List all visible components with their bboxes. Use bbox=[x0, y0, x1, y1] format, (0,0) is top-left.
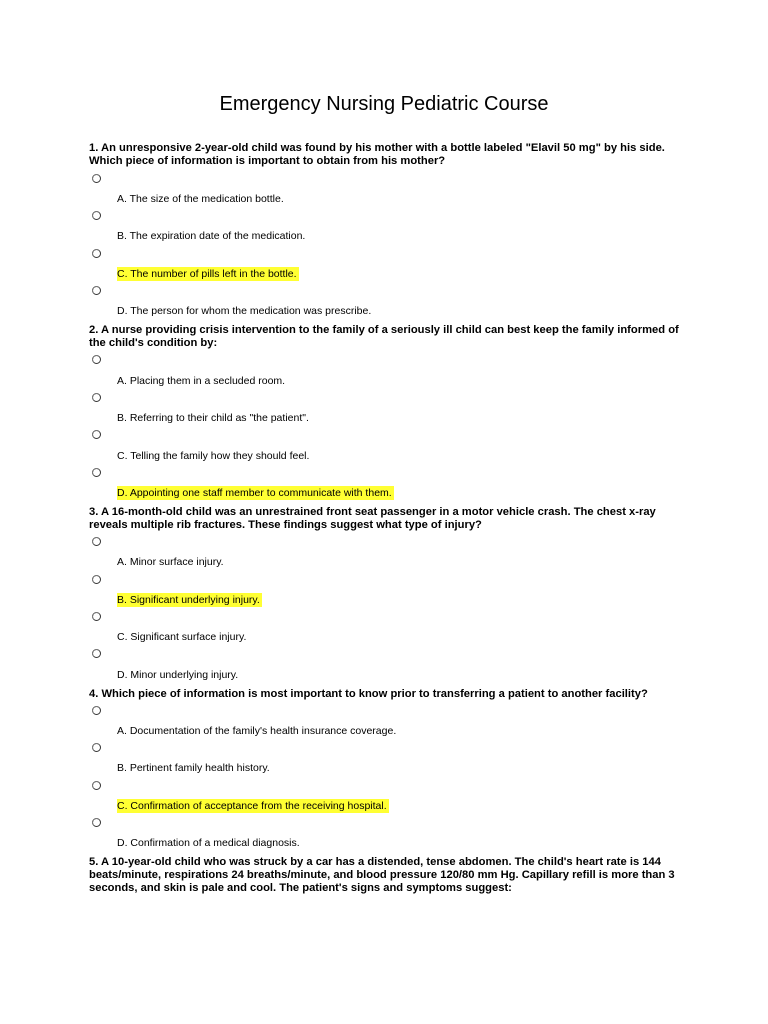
q2-option-c: C. Telling the family how they should feel. bbox=[117, 450, 310, 462]
q1-option-d: D. The person for whom the medication was prescribe. bbox=[117, 305, 372, 317]
q2-option-d-radio[interactable] bbox=[92, 468, 101, 477]
q4-option-a: A. Documentation of the family's health insurance coverage. bbox=[117, 725, 397, 737]
q1-option-c-radio[interactable] bbox=[92, 249, 101, 258]
q3-option-b-highlighted: B. Significant underlying injury. bbox=[117, 594, 260, 606]
q2-option-b-radio[interactable] bbox=[92, 393, 101, 402]
q2-option-a-radio[interactable] bbox=[92, 355, 101, 364]
q1-option-c-highlighted: C. The number of pills left in the bottle. bbox=[117, 268, 297, 280]
q4-option-a-radio[interactable] bbox=[92, 706, 101, 715]
q1-option-a-radio[interactable] bbox=[92, 174, 101, 183]
q3-option-a: A. Minor surface injury. bbox=[117, 556, 224, 568]
q4-option-c-radio[interactable] bbox=[92, 781, 101, 790]
q2-option-a: A. Placing them in a secluded room. bbox=[117, 375, 286, 387]
page-title: Emergency Nursing Pediatric Course bbox=[219, 93, 549, 115]
question-4-text: 4. Which piece of information is most important to know prior to transferring a patient to another facility? bbox=[89, 688, 648, 700]
q3-option-b-radio[interactable] bbox=[92, 575, 101, 584]
q4-option-d-radio[interactable] bbox=[92, 818, 101, 827]
q3-option-a-radio[interactable] bbox=[92, 537, 101, 546]
q4-option-c-highlighted: C. Confirmation of acceptance from the receiving hospital. bbox=[117, 800, 387, 812]
question-2-text: 2. A nurse providing crisis intervention to the family of a seriously ill child can best keep the family informed of the child's condition by: bbox=[89, 324, 679, 349]
question-5-text: 5. A 10-year-old child who was struck by a car has a distended, tense abdomen. The child's heart rate is 144 beats/minute, respirations 24 breaths/minute, and blood pressure 120/80 mm Hg. Capillary refill is more than 3 seconds, and skin is pale and cool. The patient's signs and symptoms suggest: bbox=[89, 856, 675, 894]
q3-option-d-radio[interactable] bbox=[92, 649, 101, 658]
q2-option-c-radio[interactable] bbox=[92, 430, 101, 439]
q2-option-b: B. Referring to their child as "the patient". bbox=[117, 412, 309, 424]
q3-option-c: C. Significant surface injury. bbox=[117, 631, 247, 643]
q1-option-b-radio[interactable] bbox=[92, 211, 101, 220]
q1-option-d-radio[interactable] bbox=[92, 286, 101, 295]
question-1-text: 1. An unresponsive 2-year-old child was found by his mother with a bottle labeled "Elavil 50 mg" by his side. Which piece of information is important to obtain from his mother? bbox=[89, 142, 665, 167]
q4-option-b-radio[interactable] bbox=[92, 743, 101, 752]
q3-option-d: D. Minor underlying injury. bbox=[117, 669, 239, 681]
question-3-text: 3. A 16-month-old child was an unrestrained front seat passenger in a motor vehicle crash. The chest x-ray reveals multiple rib fractures. These findings suggest what type of injury? bbox=[89, 506, 656, 531]
q1-option-a: A. The size of the medication bottle. bbox=[117, 193, 284, 205]
q3-option-c-radio[interactable] bbox=[92, 612, 101, 621]
q4-option-d: D. Confirmation of a medical diagnosis. bbox=[117, 837, 300, 849]
q2-option-d-highlighted: D. Appointing one staff member to communicate with them. bbox=[117, 487, 392, 499]
q4-option-b: B. Pertinent family health history. bbox=[117, 762, 270, 774]
q1-option-b: B. The expiration date of the medication. bbox=[117, 230, 306, 242]
